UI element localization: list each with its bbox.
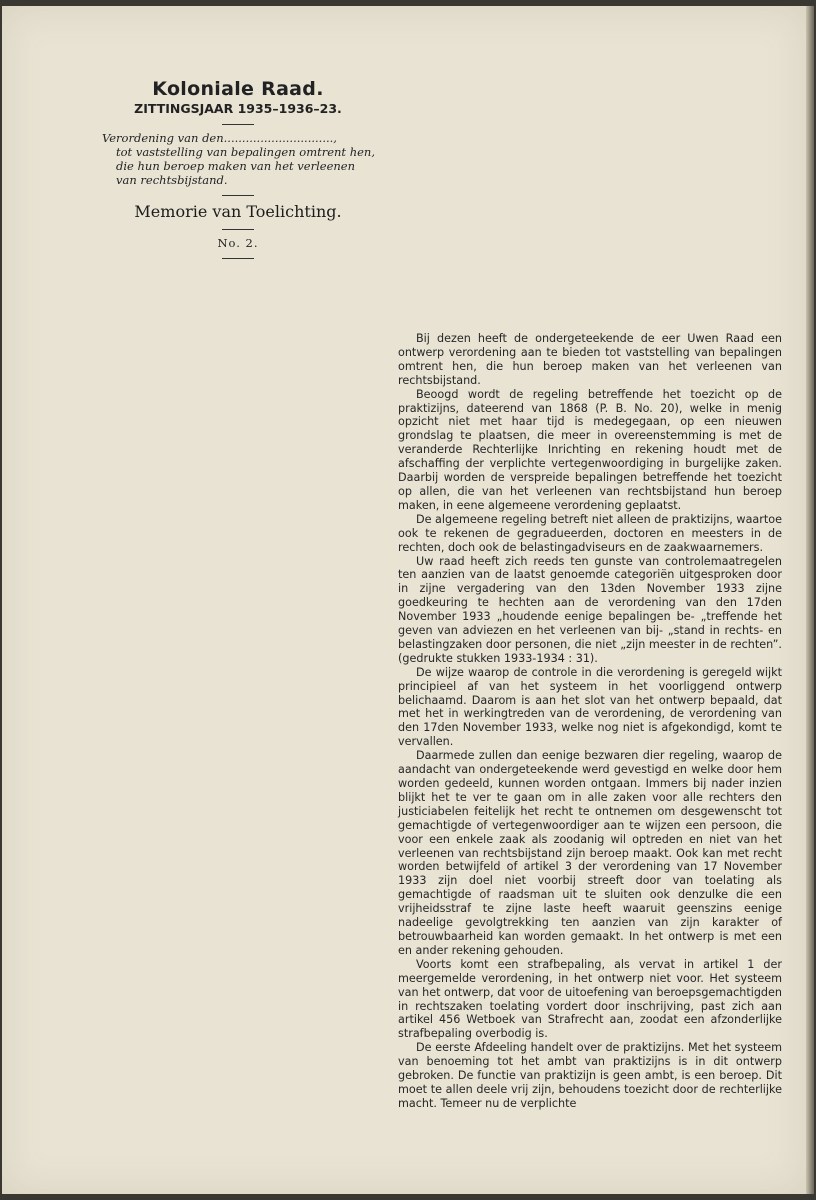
paragraph: Daarmede zullen dan eenige bezwaren dier regeling, waarop de aandacht van ondergeteekende werd gevestigd en welke door hem worden gedeeld, kunnen worden ontgaan. Immers bij nader inzien blijkt het te ver te gaan om in alle zaken voor alle rechters den justiciabelen feitelijk het recht te ontnemen om desgewenscht tot gemachtigde of vertegenwoordiger aan te wijzen een persoon, die voor een enkele zaak als zoodanig wil optreden en niet van het verleenen van rechtsbijstand zijn beroep maakt. Ook kan met recht worden betwijfeld of artikel 3 der verordening van 17 November 1933 zijn doel niet voorbij streeft door van toelating als gemachtigde of raadsman uit te sluiten ook denzulke die een vrijheidsstraf te zijne laste heeft waaruit geenszins eenige nadeelige gevolgtrekking ten aanzien van zijn karakter of betrouwbaarheid kan worden gemaakt. In het ontwerp is met een en ander rekening gehouden.: [398, 749, 782, 957]
document-number: No. 2.: [217, 236, 259, 250]
page-edge: [806, 6, 814, 1194]
paragraph: Beoogd wordt de regeling betreffende het toezicht op de praktizijns, dateerend van 1868 (P. B. No. 20), welke in menig opzicht niet met haar tijd is medegegaan, op een nieuwen grondslag te plaatsen, die meer in overeenstemming is met de veranderde Rechterlijke Inrichting en rekening houdt met de afschaffing der verplichte vertegenwoordiging in burgelijke zaken. Daarbij worden de verspreide bepalingen betreffende het toezicht op allen, die van het verleenen van rechtsbijstand hun beroep maken, in eene algemeene verordening geplaatst.: [398, 387, 782, 512]
ordinance-line: Verordening van den..............................,: [102, 131, 337, 145]
divider: [222, 124, 254, 125]
paragraph: De algemeene regeling betreft niet alleen de praktizijns, waartoe ook te rekenen de gegradueerden, doctoren en meesters in de rechten, doch ook de belastingadviseurs en de zaakwaarnemers.: [398, 512, 782, 554]
paragraph: De eerste Afdeeling handelt over de praktizijns. Met het systeem van benoeming tot het ambt van praktizijns is in dit ontwerp gebroken. De functie van praktizijn is geen ambt, is een beroep. Dit moet te allen deele vrij zijn, behoudens toezicht door de rechterlijke macht. Temeer nu de verplichte: [398, 1041, 782, 1110]
paragraph: De wijze waarop de controle in die verordening is geregeld wijkt principieel af van het systeem in het voorliggend ontwerp belichaamd. Daarom is aan het slot van het ontwerp bepaald, dat met het in werkingtreden van de verordening, de verordening van den 17den November 1933, welke nog niet is afgekondigd, komt te vervallen.: [398, 665, 782, 749]
document-page: [2, 6, 806, 1194]
ordinance-description: [102, 131, 378, 187]
document-header: [98, 78, 378, 265]
paragraph: Voorts komt een strafbepaling, als vervat in artikel 1 der meergemelde verordening, in het ontwerp niet voor. Het systeem van het ontwerp, dat voor de uitoefening van beroepsgemachtigden in rechtszaken toelating vordert door inschrijving, past zich aan artikel 456 Wetboek van Strafrecht aan, zoodat een afzonderlijke strafbepaling overbodig is.: [398, 957, 782, 1041]
memorandum-heading: Memorie van Toelichting.: [134, 202, 342, 221]
divider: [222, 258, 254, 259]
ordinance-line: die hun beroep maken van het verleenen: [116, 159, 355, 173]
divider: [222, 195, 254, 196]
council-title: Koloniale Raad.: [152, 78, 324, 100]
paragraph: Bij dezen heeft de ondergeteekende de eer Uwen Raad een ontwerp verordening aan te bieden tot vaststelling van bepalingen omtrent hen, die hun beroep maken van het verleenen van rechtsbijstand.: [398, 332, 782, 387]
ordinance-line: van rechtsbijstand.: [116, 173, 228, 187]
divider: [222, 229, 254, 230]
memorandum-body: [398, 332, 782, 1111]
ordinance-line: tot vaststelling van bepalingen omtrent hen,: [116, 145, 375, 159]
session-year: ZITTINGSJAAR 1935–1936–23.: [134, 101, 342, 116]
paragraph: Uw raad heeft zich reeds ten gunste van controlemaatregelen ten aanzien van de laatst genoemde categoriën uitgesproken door in zijne vergadering van den 13den November 1933 zijne goedkeuring te hechten aan de verordening van den 17den November 1933 „houdende eenige bepalingen be- „treffende het geven van adviezen en het verleenen van bij- „stand in rechts- en belastingzaken door personen, die niet „zijn meester in de rechten”. (gedrukte stukken 1933-1934 : 31).: [398, 554, 782, 665]
